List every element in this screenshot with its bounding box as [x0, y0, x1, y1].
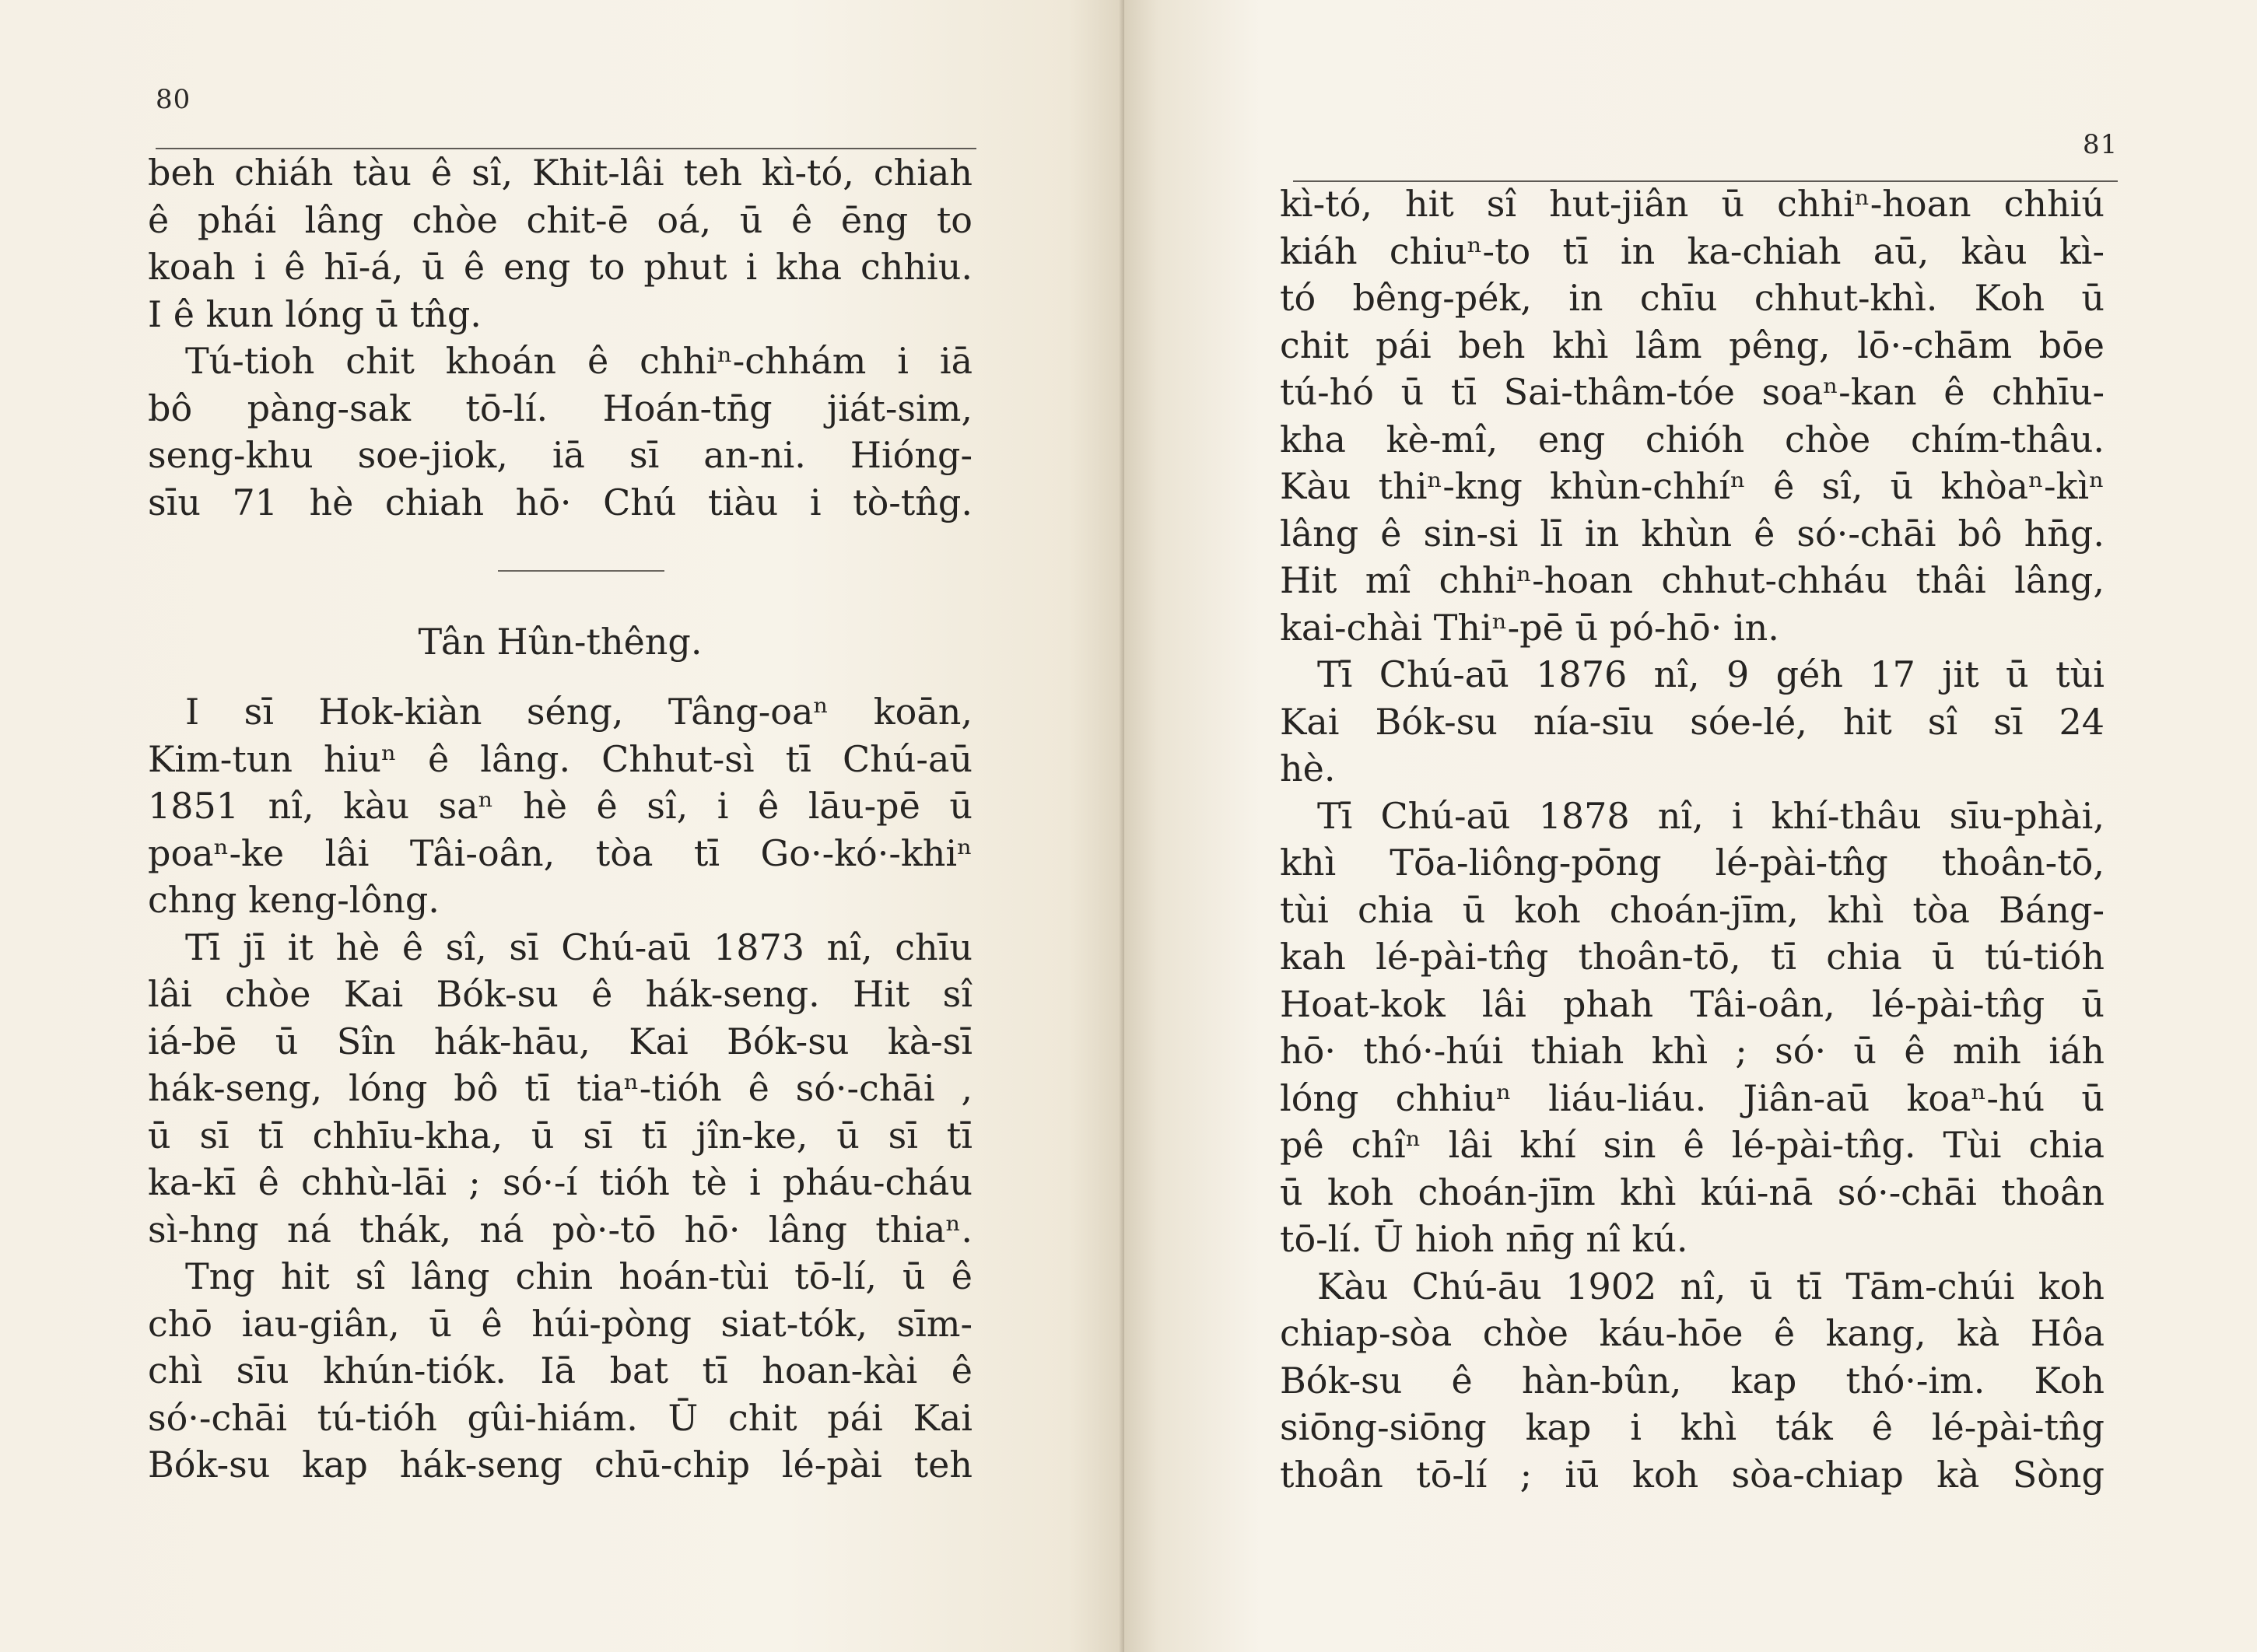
text-line: Kàu Chú-āu 1902 nî, ū tī Tām-chúi koh — [1317, 1265, 2105, 1307]
text-line: Hit mî chhiⁿ-hoan chhut-chháu thâi lâng, — [1280, 559, 2105, 601]
text-line: pê chîⁿ lâi khí sin ê lé-pài-tn̂g. Tùi chia — [1280, 1124, 2105, 1166]
text-line: lâng ê sin-si lī in khùn ê só·-chāi bô hn̄g. — [1280, 512, 2105, 555]
text-line: sīu 71 hè chiah hō· Chú tiàu i tò-tn̂g. — [148, 481, 973, 523]
text-line: chng keng-lông. — [148, 879, 440, 921]
text-line: chiap-sòa chòe káu-hōe ê kang, kà Hôa — [1280, 1312, 2105, 1354]
left-text-bottom — [148, 688, 973, 1489]
text-line: sì-hng ná thák, ná pò·-tō hō· lâng thiaⁿ. — [148, 1208, 973, 1251]
text-line: Tī Chú-aū 1876 nî, 9 géh 17 jit ū tùi — [1317, 653, 2105, 695]
right-page — [1124, 0, 2257, 1652]
text-line: 1851 nî, kàu saⁿ hè ê sî, i ê lāu-pē ū — [148, 785, 973, 827]
text-line: Tī jī it hè ê sî, sī Chú-aū 1873 nî, chīu — [185, 926, 973, 968]
right-text — [1280, 180, 2105, 1498]
text-line: Bók-su ê hàn-bûn, kap thó·-im. Koh — [1280, 1359, 2105, 1402]
text-line: ū koh choán-jīm khì kúi-nā só·-chāi thoân — [1280, 1171, 2105, 1213]
text-line: kiáh chiuⁿ-to tī in ka-chiah aū, kàu kì- — [1280, 229, 2105, 272]
section-heading: Tân Hûn-thêng. — [418, 621, 703, 663]
text-line: thoân tō-lí ; iū koh sòa-chiap kà Sòng — [1280, 1453, 2105, 1496]
text-line: hák-seng, lóng bô tī tiaⁿ-tióh ê só·-chāi , — [148, 1067, 973, 1109]
text-line: tó bêng-pék, in chīu chhut-khì. Koh ū — [1280, 277, 2105, 319]
text-line: tùi chia ū koh choán-jīm, khì tòa Báng- — [1280, 888, 2105, 931]
text-line: kai-chài Thiⁿ-pē ū pó-hō· in. — [1280, 606, 1779, 649]
text-line: beh chiáh tàu ê sî, Khit-lâi teh kì-tó, chiah — [148, 152, 973, 194]
text-line: Kàu thiⁿ-kng khùn-chhíⁿ ê sî, ū khòaⁿ-kìⁿ — [1280, 465, 2105, 507]
text-line: Tú-tioh chit khoán ê chhiⁿ-chhám i iā — [185, 340, 973, 382]
text-line: kha kè-mî, eng chióh chòe chím-thâu. — [1280, 418, 2105, 460]
text-line: iá-bē ū Sîn hák-hāu, Kai Bók-su kà-sī — [148, 1020, 973, 1062]
text-line: koah i ê hī-á, ū ê eng to phut i kha chhiu. — [148, 246, 973, 288]
text-line: ê phái lâng chòe chit-ē oá, ū ê ēng to — [148, 198, 973, 241]
text-line: poaⁿ-ke lâi Tâi-oân, tòa tī Go·-kó·-khiⁿ — [148, 831, 973, 874]
text-line: lóng chhiuⁿ liáu-liáu. Jiân-aū koaⁿ-hú ū — [1280, 1076, 2105, 1119]
text-line: Kai Bók-su nía-sīu sóe-lé, hit sî sī 24 — [1280, 700, 2105, 743]
text-line: I ê kun lóng ū tn̂g. — [148, 292, 482, 335]
text-line: ū sī tī chhīu-kha, ū sī tī jîn-ke, ū sī tī — [148, 1114, 973, 1157]
left-text-top — [148, 149, 973, 526]
text-line: kì-tó, hit sî hut-jiân ū chhiⁿ-hoan chhiú — [1280, 183, 2105, 225]
text-line: khì Tōa-liông-pōng lé-pài-tn̂g thoân-tō, — [1280, 842, 2105, 884]
text-line: hè. — [1280, 747, 1336, 789]
text-line: kah lé-pài-tn̂g thoân-tō, tī chia ū tú-tióh — [1280, 936, 2105, 978]
page-number: 81 — [2083, 129, 2119, 160]
text-line: Bók-su kap hák-seng chū-chip lé-pài teh — [148, 1444, 973, 1486]
text-line: chit pái beh khì lâm pêng, lō·-chām bōe — [1280, 324, 2105, 366]
text-line: I sī Hok-kiàn séng, Tâng-oaⁿ koān, — [185, 691, 973, 733]
text-line: bô pàng-sak tō-lí. Hoán-tn̄g jiát-sim, — [148, 387, 973, 429]
text-line: ka-kī ê chhù-lāi ; só·-í tióh tè i pháu-cháu — [148, 1161, 973, 1203]
text-line: chì sīu khún-tiók. Iā bat tī hoan-kài ê — [148, 1349, 973, 1391]
text-line: tō-lí. Ū hioh nn̄g nî kú. — [1280, 1218, 1688, 1260]
text-line: lâi chòe Kai Bók-su ê hák-seng. Hit sî — [148, 973, 973, 1015]
text-line: só·-chāi tú-tióh gûi-hiám. Ū chit pái Kai — [148, 1396, 973, 1439]
text-line: Tī Chú-aū 1878 nî, i khí-thâu sīu-phài, — [1317, 794, 2105, 837]
section-divider — [498, 570, 664, 572]
left-page — [0, 0, 1124, 1652]
text-line: hō· thó·-húi thiah khì ; só· ū ê mih iáh — [1280, 1030, 2105, 1072]
text-line: Hoat-kok lâi phah Tâi-oân, lé-pài-tn̂g ū — [1280, 982, 2105, 1025]
text-line: Tng hit sî lâng chin hoán-tùi tō-lí, ū ê — [185, 1255, 973, 1297]
page-number: 80 — [156, 84, 191, 115]
text-line: chō iau-giân, ū ê húi-pòng siat-tók, sīm- — [148, 1302, 973, 1345]
text-line: Kim-tun hiuⁿ ê lâng. Chhut-sì tī Chú-aū — [148, 737, 973, 780]
text-line: siōng-siōng kap i khì ták ê lé-pài-tn̂g — [1280, 1406, 2105, 1448]
text-line: seng-khu soe-jiok, iā sī an-ni. Hióng- — [148, 434, 973, 476]
text-line: tú-hó ū tī Sai-thâm-tóe soaⁿ-kan ê chhīu- — [1280, 371, 2105, 413]
